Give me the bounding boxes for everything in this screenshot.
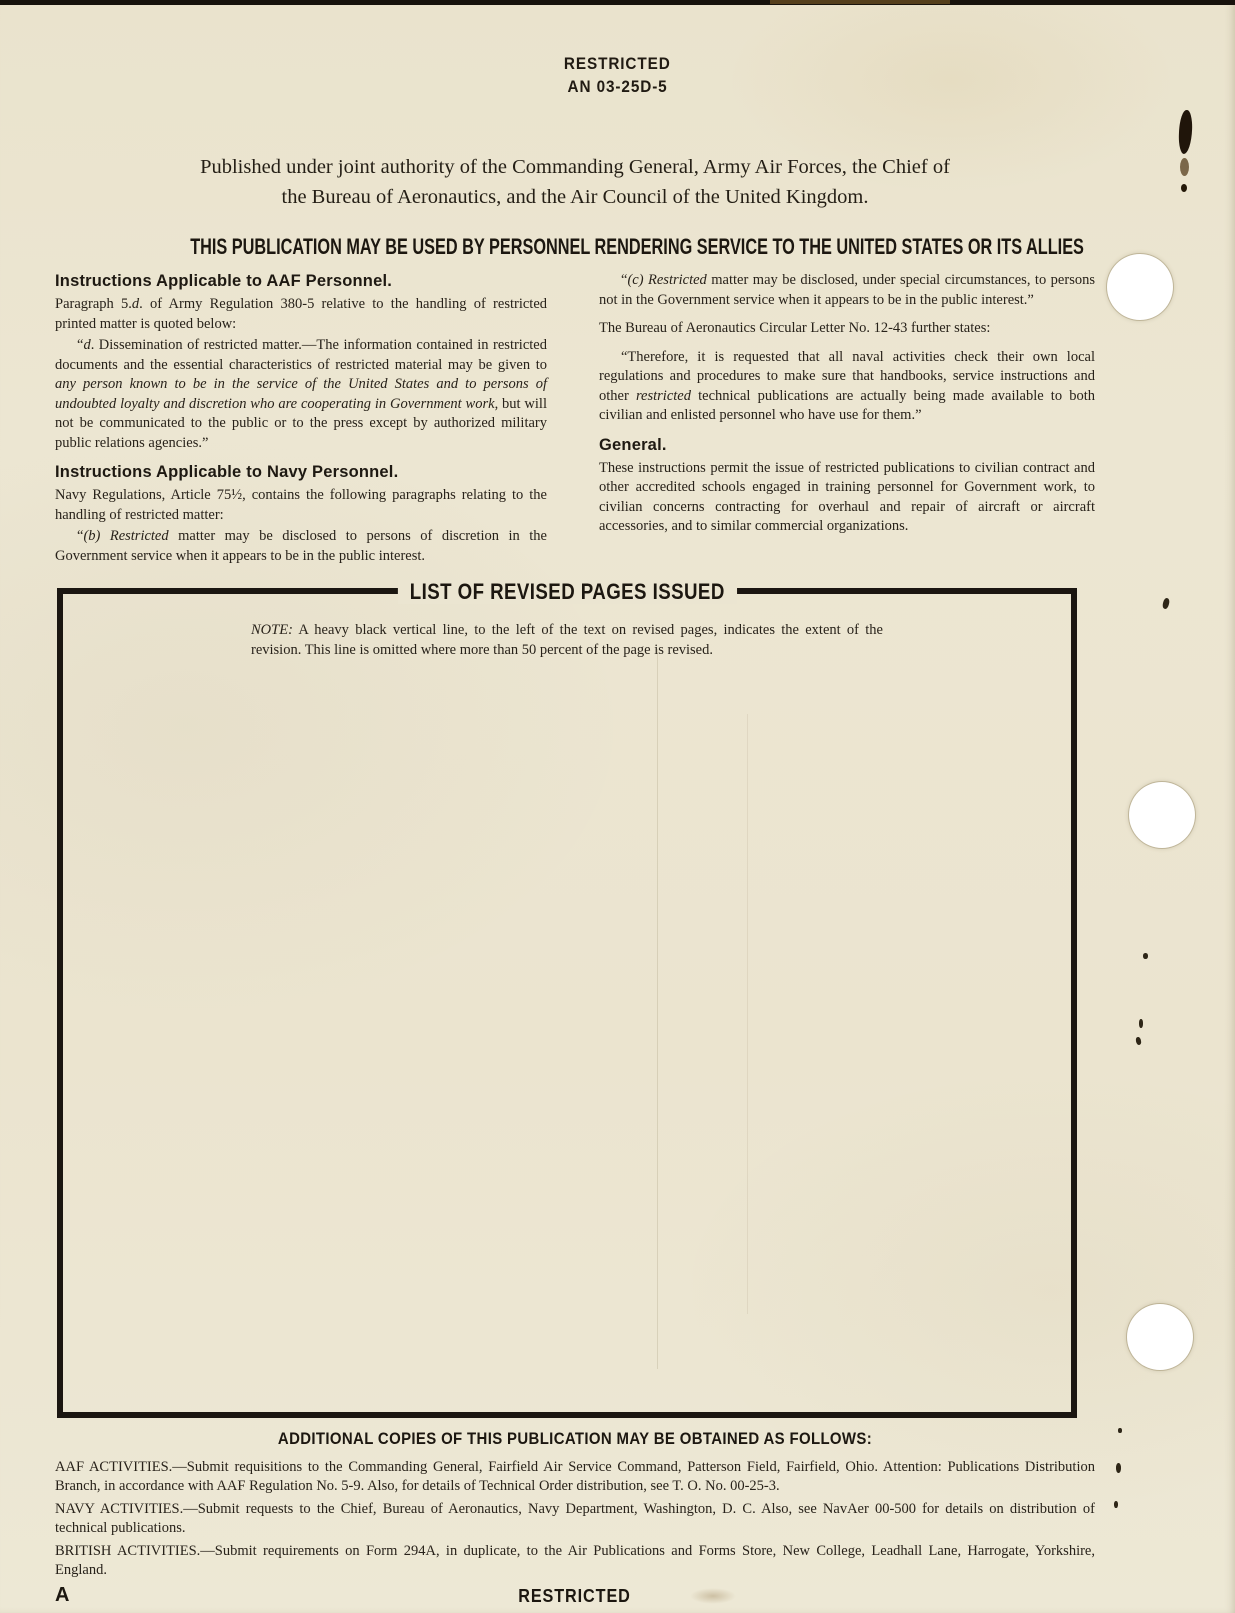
ink-speck [1143, 953, 1148, 959]
aaf-paragraph-quote: “d. Dissemination of restricted matter.—The information contained in restricted documents and the essential characteristics of restricted material may be given to any person known to be in the service of the United States and to persons of undoubted loyalty and discretion who are cooperating in Government work, but will not be communicated to the public or to the press except by authorized military public relations agencies.” [55, 337, 547, 451]
page-content [0, 152, 1235, 1612]
navy-paragraph-intro: Navy Regulations, Article 75½, contains the following paragraphs relating to the handling of restricted matter: [55, 487, 547, 523]
revised-pages-title: LIST OF REVISED PAGES ISSUED [398, 580, 737, 604]
buaer-circular-intro: The Bureau of Aeronautics Circular Letter No. 12-43 further states: [599, 320, 991, 336]
page-letter: A [55, 1584, 70, 1606]
general-paragraph: These instructions permit the issue of restricted publications to civilian contract and other accredited schools engaged in training personnel for Government work, to civilian concerns contracting for overhaul and repair of aircraft or aircraft accessories, and to similar commercial organizations. [599, 459, 1095, 534]
ink-speck [1139, 1019, 1143, 1028]
navy-activities-paragraph: NAVY ACTIVITIES.—Submit requests to the Chief, Bureau of Aeronautics, Navy Department, Washington, D. C. Also, see NavAer 00-500 for details on distribution of technical publications. [55, 1501, 1095, 1536]
navy-instructions-heading: Instructions Applicable to Navy Personnel. [55, 463, 399, 481]
two-column-notice [55, 271, 1095, 568]
buaer-circular-quote: “Therefore, it is requested that all naval activities check their own local regulations and procedures to make sure that handbooks, service instructions and other restricted technical publications are actually being made available to both civilian and enlisted personnel who have use for them.” [599, 348, 1095, 423]
british-activities-paragraph: BRITISH ACTIVITIES.—Submit requirements on Form 294A, in duplicate, to the Air Publications and Forms Store, New College, Leadhall Lane, Harrogate, Yorkshire, England. [55, 1543, 1095, 1578]
right-column [599, 271, 1095, 568]
additional-copies-heading: ADDITIONAL COPIES OF THIS PUBLICATION MAY BE OBTAINED AS FOLLOWS: [277, 1429, 873, 1448]
general-heading: General. [599, 435, 667, 454]
authority-statement: Published under joint authority of the Commanding General, Army Air Forces, the Chief of the Bureau of Aeronautics, and the Air Council of the United Kingdom. [200, 156, 950, 208]
punch-hole [1107, 254, 1173, 320]
page-top-edge [0, 0, 1235, 5]
ink-blot [1178, 110, 1193, 154]
ink-speck [1116, 1463, 1121, 1473]
classification-footer [55, 1586, 1095, 1607]
revised-pages-note: NOTE: A heavy black vertical line, to the left of the text on revised pages, indicates the extent of the revision. This line is omitted where more than 50 percent of the page is revised. [251, 622, 883, 658]
classification-footer-text: RESTRICTED [518, 1586, 632, 1606]
left-column [55, 271, 547, 568]
ink-speck [1114, 1501, 1118, 1508]
paper-crease [657, 649, 658, 1369]
paper-crease [747, 714, 748, 1314]
ink-blot [1181, 184, 1187, 192]
revised-pages-box [57, 579, 1077, 1418]
restricted-c-clause: “(c) Restricted matter may be disclosed, under special circumstances, to persons not in the Government service when it appears to be in the public interest.” [599, 272, 1095, 308]
additional-copies-section [55, 1427, 1095, 1579]
punch-hole [1129, 782, 1195, 848]
document-header [0, 0, 1235, 98]
main-heading: THIS PUBLICATION MAY BE USED BY PERSONNEL RENDERING SERVICE TO THE UNITED STATES OR ITS ALLIES [190, 234, 1084, 259]
navy-paragraph-quote: “(b) Restricted matter may be disclosed to persons of discretion in the Government service when it appears to be in the public interest. [55, 528, 547, 564]
doc-number [0, 75, 1235, 98]
doc-number-text: AN 03-25D-5 [567, 77, 668, 96]
classification-header [0, 52, 1235, 75]
ink-blot [1180, 158, 1189, 176]
revised-pages-titlebar [63, 580, 1071, 604]
classification-header-text: RESTRICTED [564, 54, 671, 73]
document-footer [55, 1584, 1095, 1612]
paper-smudge [690, 1588, 736, 1604]
aaf-activities-paragraph: AAF ACTIVITIES.—Submit requisitions to the Commanding General, Fairfield Air Service Command, Patterson Field, Fairfield, Ohio. Attention: Publications Distribution Branch, in accordance with AAF Regulation No. 5-9. Also, for details of Technical Order distribution, see T. O. No. 00-25-3. [55, 1459, 1095, 1494]
punch-hole [1127, 1304, 1193, 1370]
ink-speck [1118, 1428, 1122, 1433]
aaf-paragraph-intro: Paragraph 5.d. of Army Regulation 380-5 relative to the handling of restricted printed matter is quoted below: [55, 296, 548, 332]
aaf-instructions-heading: Instructions Applicable to AAF Personnel. [55, 272, 393, 290]
